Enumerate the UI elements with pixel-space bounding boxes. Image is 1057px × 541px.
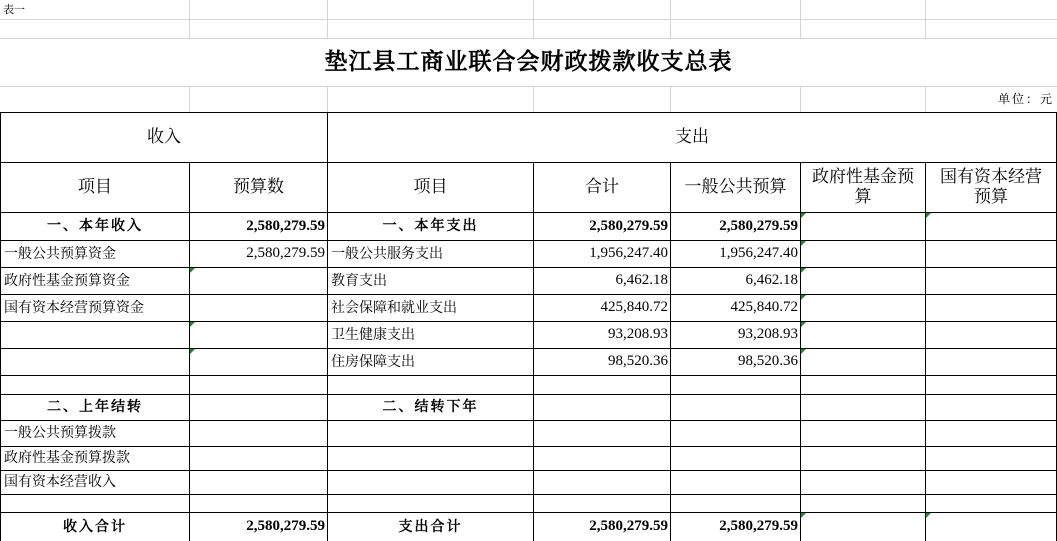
state-capital-cell bbox=[926, 376, 1056, 394]
gov-fund-cell bbox=[801, 395, 925, 420]
gov-fund-cell bbox=[801, 322, 925, 348]
income-item-cell bbox=[1, 322, 189, 348]
income-amount-cell: 2,580,279.59 bbox=[246, 245, 325, 262]
expense-total-label: 支出合计 bbox=[398, 518, 463, 535]
income-amount-cell bbox=[190, 295, 327, 321]
expense-item-cell: 一般公共服务支出 bbox=[331, 245, 443, 262]
income-amount-cell bbox=[190, 495, 327, 512]
income-amount-cell bbox=[190, 376, 327, 394]
income-amount-cell bbox=[190, 447, 327, 470]
expense-total-cell: 1,956,247.40 bbox=[589, 245, 668, 262]
state-capital-cell bbox=[926, 421, 1056, 446]
expense-item-header: 项目 bbox=[413, 176, 448, 197]
expense-total-cell bbox=[534, 471, 670, 494]
income-item-cell: 二、上年结转 bbox=[47, 399, 143, 416]
general-budget-cell: 1,956,247.40 bbox=[719, 245, 798, 262]
expense-item-cell bbox=[328, 471, 533, 494]
expense-total-amount: 2,580,279.59 bbox=[589, 518, 668, 535]
gov-fund-cell bbox=[801, 421, 925, 446]
unit-label: 单位：元 bbox=[997, 91, 1054, 106]
income-amount-cell bbox=[190, 421, 327, 446]
income-item-cell: 国有资本经营预算资金 bbox=[4, 299, 144, 316]
expense-total-cell: 425,840.72 bbox=[600, 299, 668, 316]
expense-total-cell bbox=[534, 376, 670, 394]
income-item-cell: 一般公共预算资金 bbox=[4, 245, 116, 262]
expense-item-cell: 二、结转下年 bbox=[382, 399, 479, 416]
gov-fund-cell bbox=[801, 447, 925, 470]
total-header: 合计 bbox=[585, 176, 619, 197]
general-budget-cell bbox=[671, 471, 800, 494]
state-capital-cell bbox=[926, 447, 1056, 470]
income-item-cell: 国有资本经营收入 bbox=[4, 474, 116, 491]
expense-total-cell: 93,208.93 bbox=[608, 326, 668, 343]
gov-fund-cell bbox=[801, 241, 925, 267]
expense-total-cell: 98,520.36 bbox=[608, 353, 668, 370]
expense-item-cell bbox=[328, 495, 533, 512]
expense-item-cell: 一、本年支出 bbox=[382, 218, 479, 235]
expense-total-cell: 2,580,279.59 bbox=[589, 217, 668, 234]
income-item-cell: 一、本年收入 bbox=[47, 218, 143, 235]
state-capital-cell bbox=[926, 322, 1056, 348]
expense-item-cell: 住房保障支出 bbox=[331, 353, 415, 370]
income-item-header: 项目 bbox=[78, 176, 112, 197]
state-capital-cell bbox=[926, 241, 1056, 267]
sheet-label: 表一 bbox=[3, 2, 25, 16]
income-amount-cell bbox=[190, 349, 327, 375]
income-item-cell: 政府性基金预算拨款 bbox=[4, 450, 130, 467]
income-amount-cell bbox=[190, 395, 327, 420]
gov-fund-cell bbox=[801, 471, 925, 494]
general-budget-cell: 6,462.18 bbox=[745, 272, 798, 289]
expense-header: 支出 bbox=[675, 126, 709, 147]
page-title: 垫江县工商业联合会财政拨款收支总表 bbox=[324, 48, 733, 76]
gov-fund-cell bbox=[801, 349, 925, 375]
expense-total-cell bbox=[534, 495, 670, 512]
general-budget-cell bbox=[671, 447, 800, 470]
gov-fund-cell bbox=[801, 495, 925, 512]
income-total-label: 收入合计 bbox=[63, 518, 127, 535]
income-item-cell: 政府性基金预算资金 bbox=[4, 272, 130, 289]
state-capital-cell bbox=[926, 268, 1056, 294]
income-header: 收入 bbox=[147, 126, 181, 147]
income-amount-cell bbox=[190, 322, 327, 348]
expense-item-cell bbox=[328, 421, 533, 446]
income-item-cell bbox=[1, 349, 189, 375]
expense-item-cell: 教育支出 bbox=[331, 272, 387, 289]
general-budget-header: 一般公共预算 bbox=[684, 176, 787, 197]
general-budget-cell: 93,208.93 bbox=[738, 326, 798, 343]
gov-fund-cell bbox=[801, 213, 925, 240]
state-capital-cell bbox=[926, 495, 1056, 512]
general-budget-cell bbox=[671, 376, 800, 394]
income-amount-cell bbox=[190, 471, 327, 494]
income-amount-cell bbox=[190, 268, 327, 294]
state-capital-cell bbox=[926, 295, 1056, 321]
general-budget-cell: 425,840.72 bbox=[730, 299, 798, 316]
general-budget-cell: 2,580,279.59 bbox=[719, 217, 798, 234]
expense-item-cell bbox=[328, 376, 533, 394]
general-budget-cell bbox=[671, 421, 800, 446]
expense-total-cell: 6,462.18 bbox=[615, 272, 668, 289]
gov-fund-budget-header: 政府性基金预算 bbox=[812, 166, 914, 207]
budget-amount-header: 预算数 bbox=[233, 176, 284, 197]
general-budget-cell bbox=[671, 495, 800, 512]
expense-total-cell bbox=[534, 447, 670, 470]
expense-total-cell bbox=[534, 395, 670, 420]
income-item-cell bbox=[1, 376, 189, 394]
income-item-cell: 一般公共预算拨款 bbox=[4, 425, 116, 442]
state-capital-cell bbox=[926, 213, 1056, 240]
income-amount-cell: 2,580,279.59 bbox=[246, 217, 325, 234]
expense-general-total-amount: 2,580,279.59 bbox=[719, 518, 798, 535]
gov-fund-cell bbox=[801, 295, 925, 321]
expense-item-cell: 卫生健康支出 bbox=[331, 326, 415, 343]
state-capital-cell bbox=[926, 395, 1056, 420]
expense-total-cell bbox=[534, 421, 670, 446]
expense-item-cell bbox=[328, 447, 533, 470]
state-capital-budget-header: 国有资本经营预算 bbox=[940, 166, 1042, 207]
income-total-amount: 2,580,279.59 bbox=[246, 518, 325, 535]
gov-fund-cell bbox=[801, 268, 925, 294]
state-capital-cell bbox=[926, 349, 1056, 375]
expense-item-cell: 社会保障和就业支出 bbox=[331, 299, 457, 316]
general-budget-cell bbox=[671, 395, 800, 420]
income-item-cell bbox=[1, 495, 189, 512]
state-capital-cell bbox=[926, 471, 1056, 494]
gov-fund-cell bbox=[801, 376, 925, 394]
general-budget-cell: 98,520.36 bbox=[738, 353, 798, 370]
